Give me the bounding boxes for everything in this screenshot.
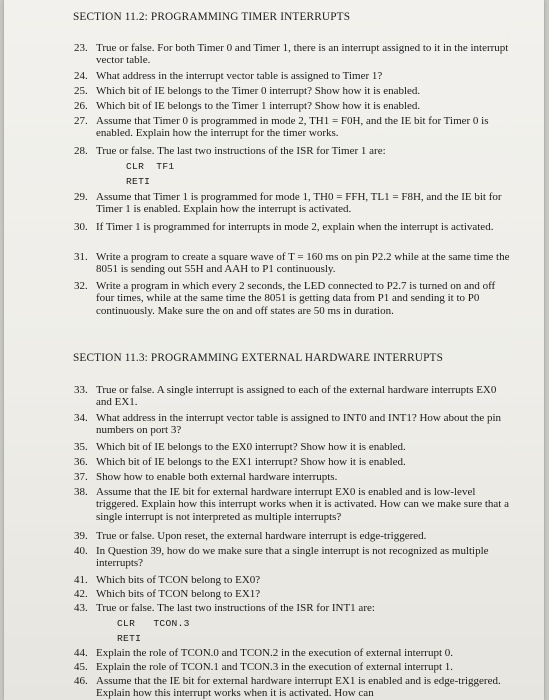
question-number: 33.	[74, 384, 88, 396]
question-number: 40.	[74, 545, 88, 557]
code-line-reti-int1: RETI	[117, 633, 142, 644]
question-26	[74, 100, 514, 112]
question-number: 26.	[74, 100, 88, 112]
question-number: 25.	[74, 85, 88, 97]
question-46	[74, 675, 514, 700]
code-line-clr-tcon3: CLR TCON.3	[117, 618, 190, 629]
question-30	[74, 221, 514, 233]
section-heading-11-2: SECTION 11.2: PROGRAMMING TIMER INTERRUPTS	[73, 11, 351, 23]
question-text: Explain the role of TCON.0 and TCON.2 in the execution of external interrupt 0.	[96, 647, 454, 659]
question-32	[74, 280, 514, 317]
question-text: True or false. For both Timer 0 and Timer 1, there is an interrupt assigned to it in the interrupt vector table.	[96, 42, 509, 67]
question-text: What address in the interrupt vector table is assigned to INT0 and INT1? How about the pin numbers on port 3?	[96, 412, 502, 437]
question-text: Which bit of IE belongs to the Timer 0 interrupt? Show how it is enabled.	[96, 85, 421, 97]
question-number: 31.	[74, 251, 88, 263]
question-number: 32.	[74, 280, 88, 292]
question-24	[74, 70, 514, 82]
question-41	[74, 574, 514, 586]
question-number: 37.	[74, 471, 88, 483]
question-number: 43.	[74, 602, 88, 614]
question-text: In Question 39, how do we make sure that a single interrupt is not recognized as multiple interrupts?	[96, 545, 489, 570]
question-number: 42.	[74, 588, 88, 600]
question-number: 30.	[74, 221, 88, 233]
question-43	[74, 602, 514, 614]
code-line-clr-tf1: CLR TF1	[126, 161, 175, 172]
question-number: 46.	[74, 675, 88, 687]
question-text: Which bit of IE belongs to the EX1 interrupt? Show how it is enabled.	[96, 456, 406, 468]
question-text: Assume that Timer 1 is programmed for mode 1, TH0 = FFH, TL1 = F8H, and the IE bit for Timer 1 is enabled. Explain how the interrupt is activated.	[96, 191, 502, 216]
question-number: 41.	[74, 574, 88, 586]
question-number: 23.	[74, 42, 88, 54]
question-number: 27.	[74, 115, 88, 127]
question-text: Assume that the IE bit for external hardware interrupt EX1 is enabled and is edge-triggered. Explain how this interrupt works when it is activated. How can	[96, 675, 501, 700]
question-text: Which bit of IE belongs to the Timer 1 interrupt? Show how it is enabled.	[96, 100, 421, 112]
question-text: Assume that Timer 0 is programmed in mode 2, TH1 = F0H, and the IE bit for Timer 0 is enabled. Explain how the interrupt for the timer works.	[96, 115, 489, 140]
code-line-reti: RETI	[126, 176, 151, 187]
section-heading-11-3: SECTION 11.3: PROGRAMMING EXTERNAL HARDWARE INTERRUPTS	[73, 352, 444, 364]
question-number: 44.	[74, 647, 88, 659]
question-number: 45.	[74, 661, 88, 673]
question-text: Explain the role of TCON.1 and TCON.3 in the execution of external interrupt 1.	[96, 661, 454, 673]
question-number: 24.	[74, 70, 88, 82]
question-text: True or false. The last two instructions of the ISR for INT1 are:	[96, 602, 375, 614]
question-text: What address in the interrupt vector table is assigned to Timer 1?	[96, 70, 383, 82]
question-text: Write a program to create a square wave of T = 160 ms on pin P2.2 while at the same time the 8051 is sending out 55H and AAH to P1 continuously.	[96, 251, 510, 276]
question-text: True or false. A single interrupt is assigned to each of the external hardware interrupts EX0 and EX1.	[96, 384, 497, 409]
question-36	[74, 456, 514, 468]
question-25	[74, 85, 514, 97]
question-number: 28.	[74, 145, 88, 157]
question-number: 29.	[74, 191, 88, 203]
question-text: Assume that the IE bit for external hardware interrupt EX0 is enabled and is low-level triggered. Explain how this interrupt works when it is activated. How can we make sure that a single interrupt is not interpreted as multiple interrupts?	[96, 486, 509, 523]
question-number: 35.	[74, 441, 88, 453]
question-text: Write a program in which every 2 seconds, the LED connected to P2.7 is turned on and off four times, while at the same time the 8051 is getting data from P1 and sending it to P0 continuously. Make sure the on and off states are 50 ms in duration.	[96, 280, 496, 317]
question-31	[74, 251, 514, 276]
question-33	[74, 384, 514, 409]
question-45	[74, 661, 514, 673]
question-number: 39.	[74, 530, 88, 542]
question-text: Which bit of IE belongs to the EX0 interrupt? Show how it is enabled.	[96, 441, 406, 453]
question-44	[74, 647, 514, 659]
textbook-page	[4, 0, 544, 700]
question-number: 36.	[74, 456, 88, 468]
question-text: Which bits of TCON belong to EX0?	[96, 574, 261, 586]
question-34	[74, 412, 514, 437]
question-text: Show how to enable both external hardware interrupts.	[96, 471, 338, 483]
question-text: Which bits of TCON belong to EX1?	[96, 588, 261, 600]
question-text: True or false. Upon reset, the external hardware interrupt is edge-triggered.	[96, 530, 427, 542]
question-42	[74, 588, 514, 600]
question-38	[74, 486, 514, 523]
question-40	[74, 545, 514, 570]
question-35	[74, 441, 514, 453]
question-text: If Timer 1 is programmed for interrupts in mode 2, explain when the interrupt is activated.	[96, 221, 494, 233]
question-28	[74, 145, 514, 157]
question-37	[74, 471, 514, 483]
question-39	[74, 530, 514, 542]
question-23	[74, 42, 514, 67]
question-number: 38.	[74, 486, 88, 498]
question-text: True or false. The last two instructions of the ISR for Timer 1 are:	[96, 145, 386, 157]
question-27	[74, 115, 514, 140]
question-29	[74, 191, 514, 216]
question-number: 34.	[74, 412, 88, 424]
